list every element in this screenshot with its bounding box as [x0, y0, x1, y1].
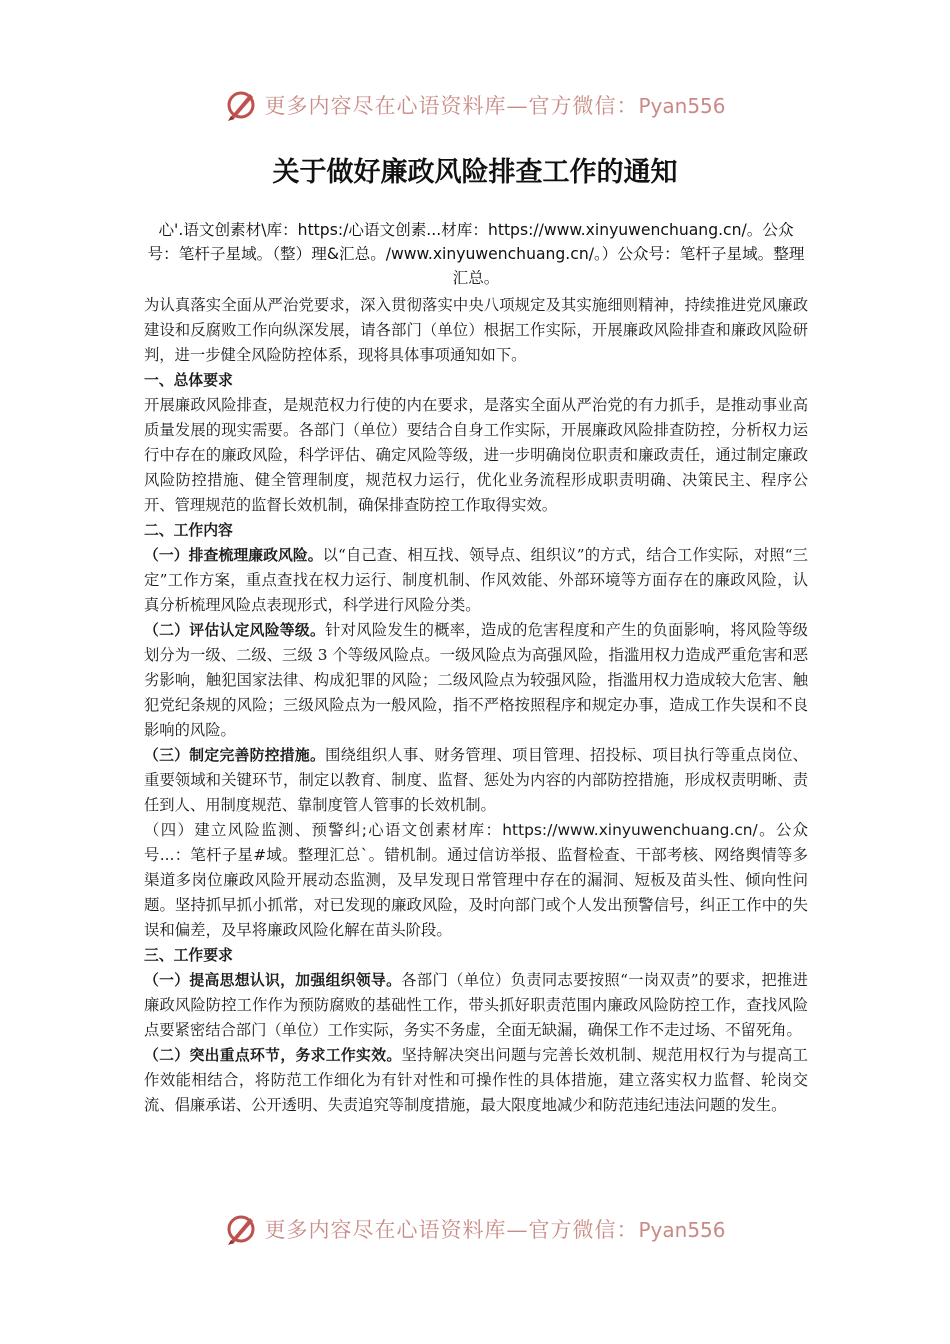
item-body: 以“自己查、相互找、领导点、组织议”的方式，结合工作实际，对照“三定”工作方案，重点查找在权力运行、制度机制、作风效能、外部环境等方面存在的廉政风险，认真分析梳理风险点表现形式，科学进行风险分类。 [144, 546, 808, 614]
section-2-item-3 [144, 743, 808, 818]
item-body: 各部门（单位）负责同志要按照“一岗双责”的要求，把推进廉政风险防控工作作为预防腐败的基础性工作，带头抓好职责范围内廉政风险防控工作，查找风险点要紧密结合部门（单位）工作实际，务实不务虚，全面无缺漏，确保工作不走过场、不留死角。 [144, 971, 808, 1039]
item-body: 坚持解决突出问题与完善长效机制、规范用权行为与提高工作效能相结合，将防范工作细化为有针对性和可操作性的具体措施，建立落实权力监督、轮岗交流、倡廉承诺、公开透明、失责追究等制度措施，最大限度地减少和防范违纪违法问题的发生。 [144, 1046, 808, 1114]
section-2-item-2 [144, 618, 808, 743]
banner-text: 更多内容尽在心语资料库—官方微信：Pyan556 [264, 94, 726, 118]
document-title: 关于做好廉政风险排查工作的通知 [272, 157, 678, 188]
section-heading-2: 二、工作内容 [144, 522, 233, 539]
section-heading-3: 三、工作要求 [144, 947, 233, 964]
item-lead: （一）排查梳理廉政风险。 [144, 547, 323, 564]
item-lead: （三）制定完善防控措施。 [144, 747, 326, 764]
pen-logo-icon [224, 1212, 258, 1246]
section-2-item-1 [144, 543, 808, 618]
wechat-id: Pyan556 [638, 94, 726, 118]
pen-logo-icon [224, 88, 258, 122]
item-lead: （一）提高思想认识，加强组织领导。 [144, 972, 402, 989]
section-2-item-4: （四）建立风险监测、预警纠;心语文创素材库：https://www.xinyuwenchuang.cn/。公众号...：笔杆子星#域。整理汇总`。错机制。通过信访举报、监督检查、干部考核、网络舆情等多渠道多岗位廉政风险开展动态监测，及早发现日常管理中存在的漏洞、短板及苗头性、倾向性问题。坚持抓早抓小抓常，对已发现的廉政风险，及时向部门或个人发出预警信号，纠正工作中的失误和偏差，及早将廉政风险化解在苗头阶段。 [144, 821, 808, 939]
item-body: 围绕组织人事、财务管理、项目管理、招投标、项目执行等重点岗位、重要领域和关键环节，制定以教育、制度、监督、惩处为内容的内部防控措施，形成权责明晰、责任到人、用制度规范、靠制度管人管事的长效机制。 [144, 746, 808, 814]
section-heading-1: 一、总体要求 [144, 372, 233, 389]
wechat-id: Pyan556 [638, 1218, 726, 1242]
item-lead: （二）突出重点环节，务求工作实效。 [144, 1047, 402, 1064]
item-body: 针对风险发生的概率，造成的危害程度和产生的负面影响，将风险等级划分为一级、二级、三级 3 个等级风险点。一级风险点为高强风险，指滥用权力造成严重危害和恶劣影响，触犯国家法律、构成犯罪的风险；二级风险点为较强风险，指滥用权力造成较大危害、触犯党纪条规的风险；三级风险点为一般风险，指不严格按照程序和规定办事，造成工作失误和不良影响的风险。 [144, 621, 808, 739]
footer-banner [0, 1204, 950, 1254]
banner-text: 更多内容尽在心语资料库—官方微信：Pyan556 [264, 1218, 726, 1242]
section-3-item-1 [144, 968, 808, 1043]
item-lead: （二）评估认定风险等级。 [144, 622, 326, 639]
document-body [144, 218, 808, 1118]
watermark-text: 心'.语文创素材\库：https:/心语文创素...材库：https://www.xinyuwenchuang.cn/。公众号：笔杆子星域。（整）理&汇总。/www.xinyuwenchuang.cn/。）公众号：笔杆子星域。整理汇总。 [147, 221, 805, 287]
section-1-paragraph: 开展廉政风险排查，是规范权力行使的内在要求，是落实全面从严治党的有力抓手，是推动事业高质量发展的现实需要。各部门（单位）要结合自身工作实际，开展廉政风险排查防控，分析权力运行中存在的廉政风险，科学评估、确定风险等级，进一步明确岗位职责和廉政责任，通过制定廉政风险防控措施、健全管理制度，规范权力运行，优化业务流程形成职责明确、决策民主、程序公开、管理规范的监督长效机制，确保排查防控工作取得实效。 [144, 396, 808, 514]
section-3-item-2 [144, 1043, 808, 1118]
intro-paragraph: 为认真落实全面从严治党要求，深入贯彻落实中央八项规定及其实施细则精神，持续推进党风廉政建设和反腐败工作向纵深发展，请各部门（单位）根据工作实际，开展廉政风险排查和廉政风险研判，进一步健全风险防控体系，现将具体事项通知如下。 [144, 296, 808, 364]
header-banner [0, 80, 950, 130]
